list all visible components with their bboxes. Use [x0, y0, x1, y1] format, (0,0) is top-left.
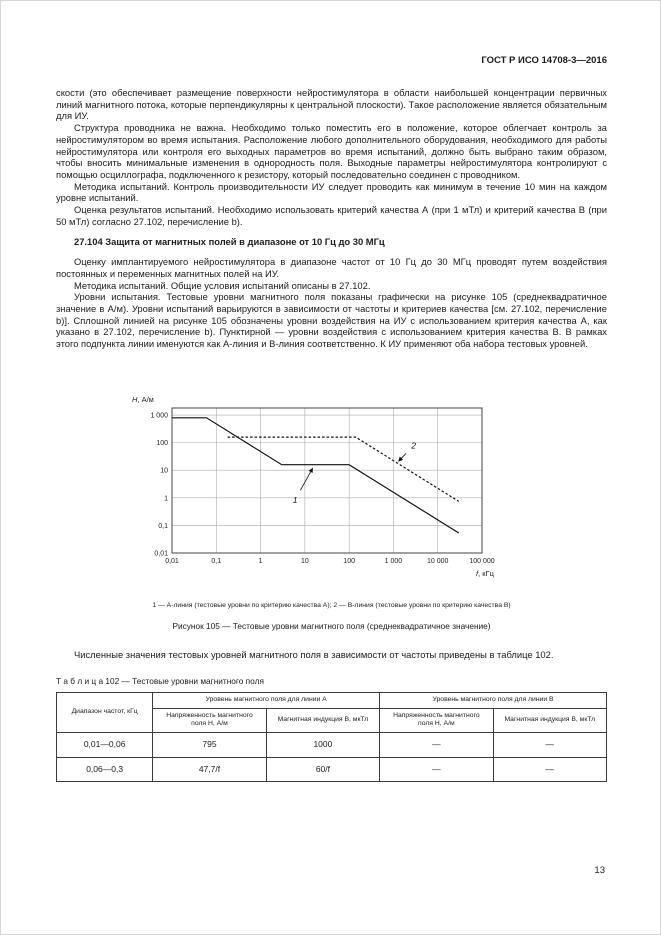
figure-legend: 1 — А-линия (тестовые уровни по критерию качества А); 2 — В-линия (тестовые уровни по критерию качества В)	[152, 602, 511, 610]
paragraph: Методика испытаний. Контроль производительности ИУ следует проводить как минимум в течение 10 мин на каждом уровне испытаний.	[56, 180, 607, 204]
document-header: ГОСТ Р ИСО 14708-3—2016	[481, 55, 607, 66]
figure-105	[56, 394, 607, 633]
svg-text:10: 10	[160, 467, 168, 475]
col-header-induction-b: Магнитная индукция В, мкТл	[493, 708, 606, 732]
svg-text:0,1: 0,1	[211, 557, 222, 565]
cell-frequency: 0,06—0,3	[57, 757, 153, 782]
paragraph: Оценка результатов испытаний. Необходимо использовать критерий качества А (при 1 мТл) и критерий качества В (при 50 мТл) согласно 27.102, перечисление b).	[56, 204, 607, 227]
page-number: 13	[594, 865, 605, 876]
svg-text:100 000: 100 000	[469, 557, 495, 565]
svg-text:f, кГц: f, кГц	[476, 568, 494, 578]
paragraph: Методика испытаний. Общие условия испытаний описаны в 27.102.	[74, 279, 371, 291]
magnetic-field-chart-svg	[128, 394, 528, 584]
svg-text:1 000: 1 000	[150, 412, 168, 420]
page-content	[56, 87, 607, 782]
paragraph: Уровни испытания. Тестовые уровни магнитного поля показаны графически на рисунке 105 (среднеквадратичное значение в А/м). Уровни испытаний варьируются в зависимости от частоты и критериев качества [см. 27.102, перечисление b)]. Сплошной линией на рисунке 105 обозначены уровни воздействия на ИУ с использованием критерия качества А, как указано в 27.102, перечисление b). Пунктирной — уровни воздействия с использованием критерия качества В. В рамках этого подпункта линии именуются как А-линия и В-линия соответственно. К ИУ применяют оба набора тестовых уровней.	[56, 291, 607, 350]
svg-text:100: 100	[343, 557, 355, 565]
svg-text:0,1: 0,1	[158, 522, 168, 530]
svg-text:0,01: 0,01	[165, 557, 179, 565]
paragraph: скости (это обеспечивает размещение поверхности нейростимулятора в области наибольшей концентрации первичных линий магнитного потока, которые перпендикулярны к центральной плоскости). Такое расположение является обязательным для ИУ.	[56, 87, 607, 122]
col-header-field-strength-a: Напряженность магнитного поля Н, А/м	[153, 708, 266, 732]
magnetic-field-chart	[128, 394, 607, 587]
svg-text:0,01: 0,01	[154, 550, 168, 558]
cell-value: —	[493, 732, 606, 757]
table-label: Т а б л и ц а 102 — Тестовые уровни магнитного поля	[56, 676, 264, 687]
svg-text:2: 2	[411, 440, 416, 451]
svg-text:10 000: 10 000	[427, 557, 449, 565]
section-heading: 27.104 Защита от магнитных полей в диапазоне от 10 Гц до 30 МГц	[74, 236, 385, 248]
col-group-line-a: Уровень магнитного поля для линии А	[153, 693, 380, 709]
table-102	[56, 692, 607, 782]
paragraph: Структура проводника не важна. Необходимо только поместить его в положение, которое облегчает контроль за нейростимулятором во время испытания. Расположение любого дополнительного оборудования, необходимого для работы нейростимулятора или контроля его выходных параметров во время испытаний, должно быть выбрано таким образом, чтобы вносить минимальные изменения в однородность поля. Выходные параметры нейростимулятора контролируют с помощью осциллографа, подключенного к резистору, который последовательно соединен с проводником.	[56, 122, 607, 180]
table-row	[57, 757, 607, 782]
figure-caption: Рисунок 105 — Тестовые уровни магнитного поля (среднеквадратичное значение)	[172, 621, 491, 632]
svg-text:10: 10	[300, 557, 309, 565]
cell-value: 1000	[266, 732, 379, 757]
cell-value: —	[493, 757, 606, 782]
svg-text:H, А/м: H, А/м	[132, 394, 154, 404]
cell-value: 795	[153, 732, 266, 757]
svg-text:1: 1	[164, 495, 168, 503]
table-row	[57, 732, 607, 757]
col-header-induction-a: Магнитная индукция В, мкТл	[266, 708, 379, 732]
paragraph: Численные значения тестовых уровней магнитного поля в зависимости от частоты приведены в таблице 102.	[74, 648, 554, 660]
svg-text:100: 100	[156, 439, 168, 447]
svg-text:1: 1	[258, 557, 263, 565]
svg-text:1: 1	[292, 494, 298, 505]
cell-value: —	[380, 757, 493, 782]
paragraph: Оценку имплантируемого нейростимулятора в диапазоне частот от 10 Гц до 30 МГц проводят путем воздействия постоянных и переменных магнитных полей на ИУ.	[56, 256, 607, 279]
col-header-frequency-range: Диапазон частот, кГц	[57, 693, 153, 733]
col-header-field-strength-b: Напряженность магнитного поля Н, А/м	[380, 708, 493, 732]
cell-frequency: 0,01—0,06	[57, 732, 153, 757]
cell-value: 47,7/f	[153, 757, 266, 782]
col-group-line-b: Уровень магнитного поля для линии В	[380, 693, 607, 709]
cell-value: —	[380, 732, 493, 757]
cell-value: 60/f	[266, 757, 379, 782]
svg-text:1 000: 1 000	[384, 557, 403, 565]
